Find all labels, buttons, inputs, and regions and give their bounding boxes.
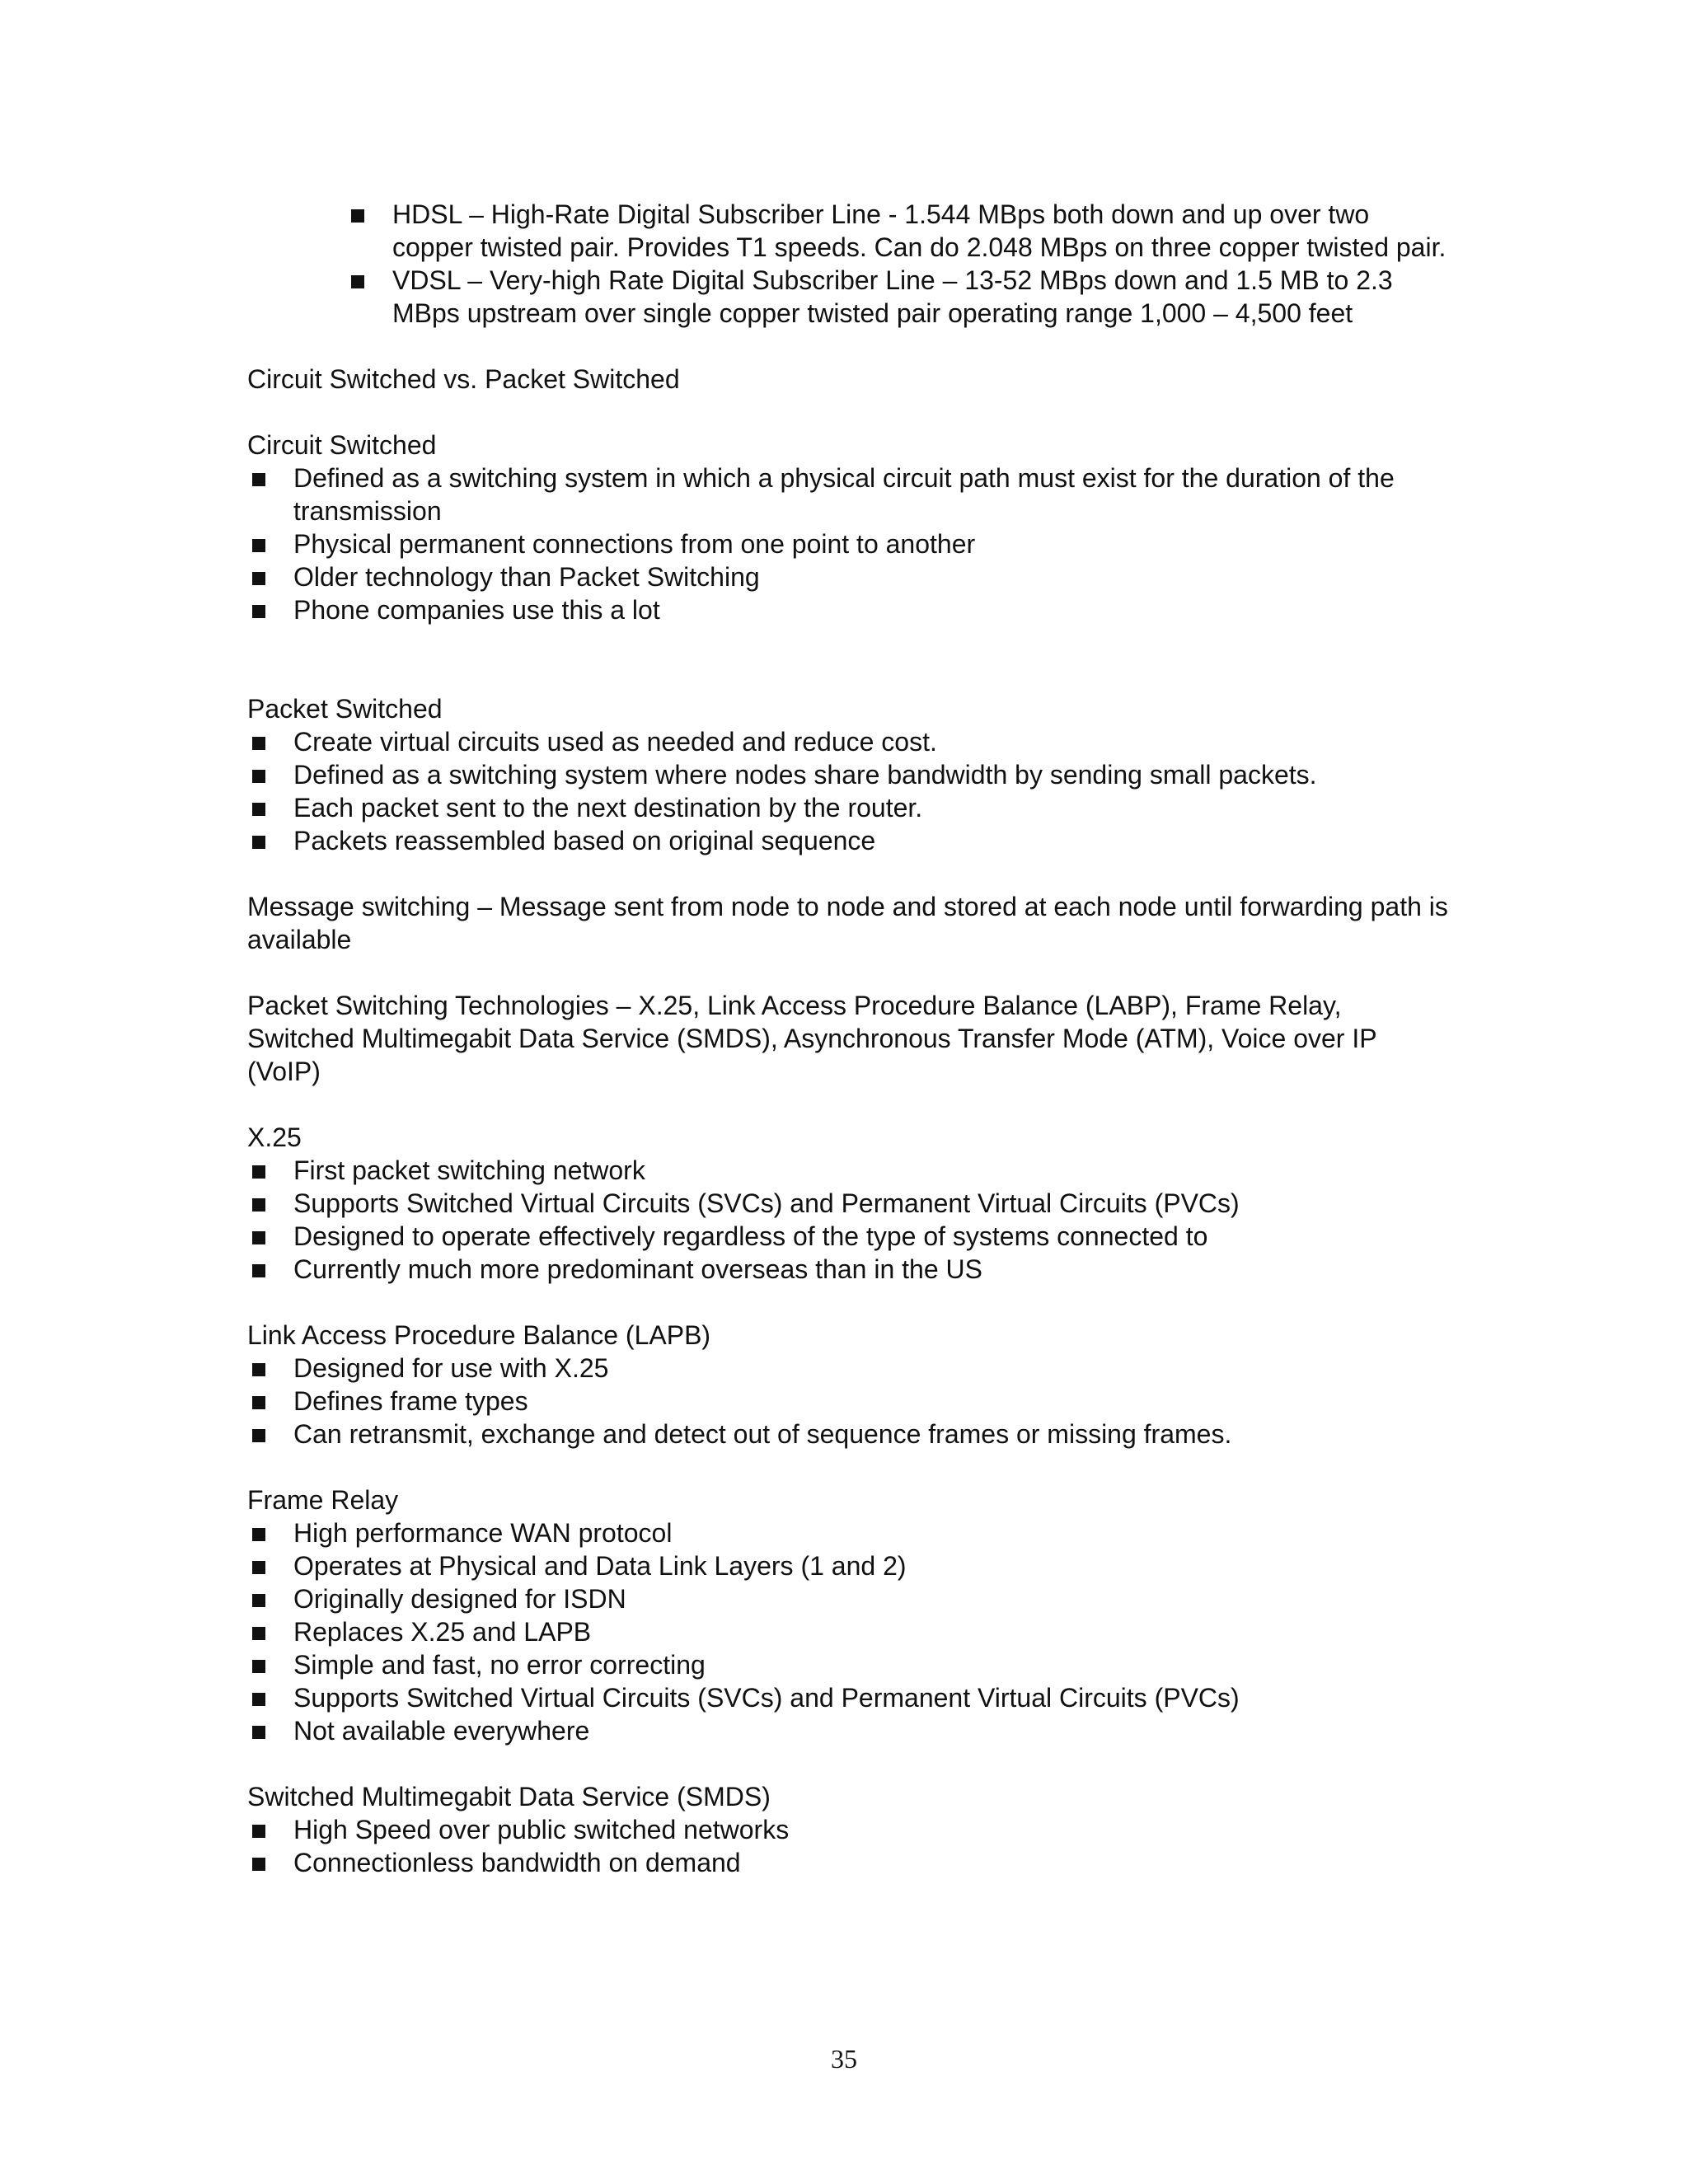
list-item: Not available everywhere	[247, 1714, 1451, 1747]
smds-list	[247, 1813, 1451, 1879]
list-item: HDSL – High-Rate Digital Subscriber Line - 1.544 MBps both down and up over two copper twisted pair. Provides T1 speeds. Can do 2.048 MBps on three copper twisted pair.	[346, 198, 1451, 264]
page-content	[247, 198, 1451, 1879]
list-item: Supports Switched Virtual Circuits (SVCs) and Permanent Virtual Circuits (PVCs)	[247, 1681, 1451, 1714]
list-item: Create virtual circuits used as needed and reduce cost.	[247, 725, 1451, 758]
section-heading-packet-switched: Packet Switched	[247, 694, 443, 724]
list-item: VDSL – Very-high Rate Digital Subscriber Line – 13-52 MBps down and 1.5 MB to 2.3 MBps upstream over single copper twisted pair operating range 1,000 – 4,500 feet	[346, 264, 1451, 330]
list-item: Simple and fast, no error correcting	[247, 1648, 1451, 1681]
packet-switching-technologies-paragraph: Packet Switching Technologies – X.25, Link Access Procedure Balance (LABP), Frame Relay, Switched Multimegabit Data Service (SMDS), Asynchronous Transfer Mode (ATM), Voice over IP (VoIP)	[247, 991, 1376, 1086]
list-item: Supports Switched Virtual Circuits (SVCs) and Permanent Virtual Circuits (PVCs)	[247, 1187, 1451, 1220]
list-item: Operates at Physical and Data Link Layers (1 and 2)	[247, 1549, 1451, 1582]
list-item: Connectionless bandwidth on demand	[247, 1846, 1451, 1879]
page-number: 35	[831, 2044, 857, 2074]
section-heading-circuit-vs-packet: Circuit Switched vs. Packet Switched	[247, 364, 680, 394]
list-item: Designed to operate effectively regardless of the type of systems connected to	[247, 1220, 1451, 1253]
section-heading-circuit-switched: Circuit Switched	[247, 430, 437, 460]
list-item: High performance WAN protocol	[247, 1516, 1451, 1549]
list-item: Originally designed for ISDN	[247, 1582, 1451, 1615]
dsl-bullet-list	[247, 198, 1451, 330]
list-item: Designed for use with X.25	[247, 1352, 1451, 1385]
list-item: First packet switching network	[247, 1154, 1451, 1187]
lapb-list	[247, 1352, 1451, 1451]
section-heading-x25: X.25	[247, 1122, 302, 1152]
frame-relay-list	[247, 1516, 1451, 1747]
list-item: Defined as a switching system in which a physical circuit path must exist for the duration of the transmission	[247, 462, 1451, 527]
list-item: Older technology than Packet Switching	[247, 560, 1451, 593]
section-heading-lapb: Link Access Procedure Balance (LAPB)	[247, 1320, 711, 1350]
circuit-switched-list	[247, 462, 1451, 626]
x25-list	[247, 1154, 1451, 1286]
list-item: Packets reassembled based on original sequence	[247, 824, 1451, 857]
list-item: Each packet sent to the next destination by the router.	[247, 791, 1451, 824]
list-item: Replaces X.25 and LAPB	[247, 1615, 1451, 1648]
list-item: Can retransmit, exchange and detect out of sequence frames or missing frames.	[247, 1418, 1451, 1451]
packet-switched-list	[247, 725, 1451, 857]
list-item: High Speed over public switched networks	[247, 1813, 1451, 1846]
list-item: Currently much more predominant overseas than in the US	[247, 1253, 1451, 1286]
section-heading-smds: Switched Multimegabit Data Service (SMDS)	[247, 1782, 771, 1811]
section-heading-frame-relay: Frame Relay	[247, 1485, 399, 1515]
list-item: Defines frame types	[247, 1385, 1451, 1418]
message-switching-paragraph: Message switching – Message sent from node to node and stored at each node until forwarding path is available	[247, 892, 1448, 954]
list-item: Defined as a switching system where nodes share bandwidth by sending small packets.	[247, 758, 1451, 791]
list-item: Physical permanent connections from one point to another	[247, 527, 1451, 560]
list-item: Phone companies use this a lot	[247, 593, 1451, 626]
